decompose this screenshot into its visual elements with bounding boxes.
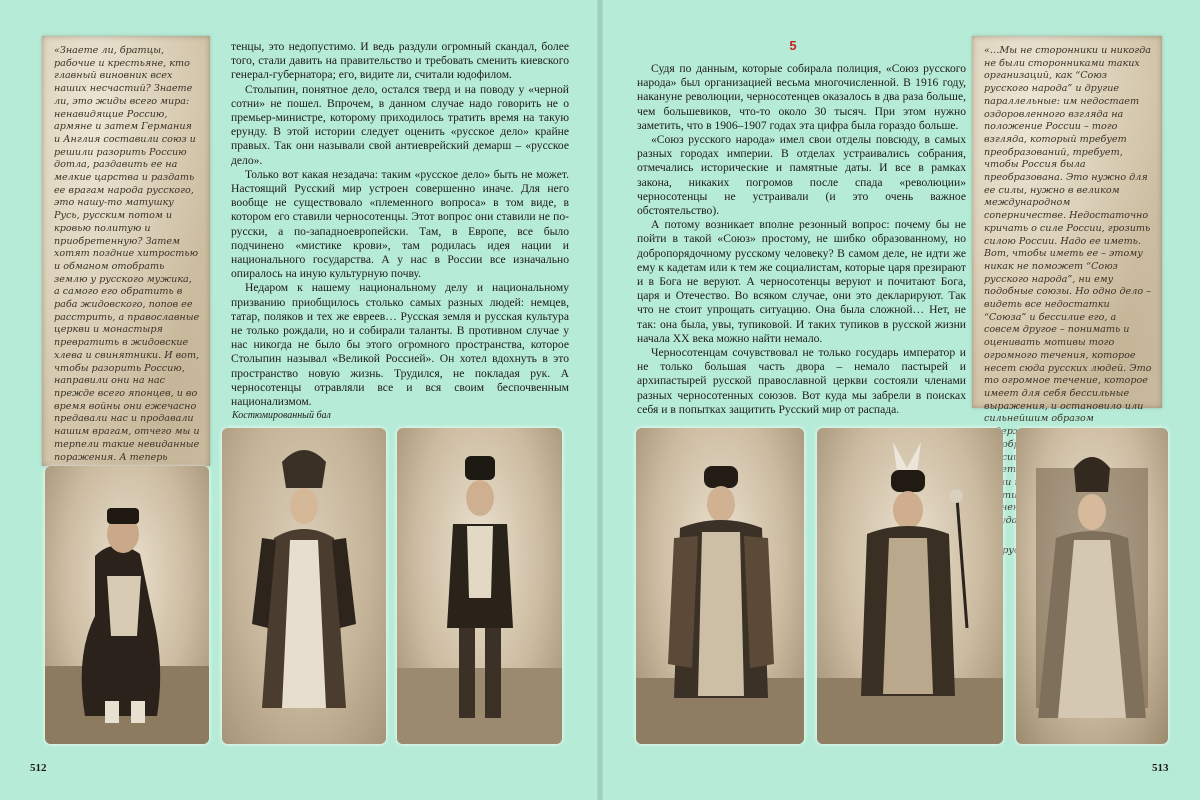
quote-box-right <box>972 36 1162 556</box>
costume-photo-6 <box>1016 428 1168 744</box>
paragraph: Недаром к нашему национальному делу и национальному призванию приобщилось столько самых разных людей: немцев, татар, поляков и тех же евреев… Русская земля и русская культура не только рождали, но и собирали таланты. В противном случае у нас никогда не было бы этого огромного пространства, которое Столыпин называл «Великой Россией». Он хотел вдохнуть в это пространство новую жизнь. Трудился, не покладая рук. А черносотенцы отравляли все и вся своим беспочвенным национализмом. <box>231 281 569 409</box>
paragraph: Столыпин, понятное дело, остался тверд и на поводу у «черной сотни» не пошел. Впрочем, в данном случае надо говорить не о премьер-министре, которому приходилось тратить время на такую ерунду. В этой истории следует оценить «русское дело» крайне правых. Так они называли свой антиеврейский демарш – «русское дело». <box>231 82 569 167</box>
quote-left-text: «Знаете ли, братцы, рабочие и крестьяне, кто главный виновник всех наших несчастий? Знаете ли, это жиды всего мира: ненавидящие Россию, армяне и затем Германия и Англия составили союз и решили разорить Россию дотла, раздавить ее на мелкие царства и раздать ее врагам народа русского, это нашу-то матушку Русь, русским потом и кровью политую и приобретенную? Затем хотят поздние хитростью и обманом отобрать землю у русского мужика, а самого его обратить в раба жидовского, попов ее расстрить, а православные церкви и монастыря превратить в жидовские хлева и свинятники. И вот, чтобы разорить Россию, направили они на нас прежде всего японцев, и во время войны они ежечасно предавали нас и продавали нашим врагам, отчего мы и терпели такие невиданные поражения. А теперь <box>54 45 200 463</box>
page-number-right: 513 <box>1152 762 1169 774</box>
costume-photo-2 <box>222 428 386 744</box>
quote-right-title: «Трудные <box>990 544 1040 556</box>
paragraph: «Союз русского народа» имел свои отделы повсюду, в самых разных городах империи. В отделах устраивались собрания, отмечались исторические и памятные даты. И все в рамках закона, никаких погромов после спада «революции» черносотенцы не устраивали (и это очень важное обстоятельство). <box>637 133 966 218</box>
seated-woman-silhouette <box>1016 428 1168 744</box>
chapter-number: 5 <box>789 38 797 53</box>
costume-photo-4 <box>636 428 804 744</box>
paragraph: Черносотенцам сочувствовал не только государь император и не только большая часть двора – немало пастырей и архипастырей русской православной церкви состояли членами разных черносотенных союзов. Вот куда мы забрели в поисках себя и в попытках защитить Русский мир от распада. <box>637 346 966 416</box>
text-column-left <box>231 40 569 409</box>
paragraph: А потому возникает вполне резонный вопрос: почему бы не пойти в такой «Союз» простому, не шибко образованному, но добропорядочному русскому человеку? В самом деле, не идти же ему к кадетам или к тем же социалистам, которые царя презирают и в Бога не веруют. А черносотенцы веруют и почитают Бога, царя и Отечество. Во всяком случае, они это декларируют. Так что не стоит упрощать ситуацию. Она была сложной… Нет, не так: она была, увы, тупиковой. И таких тупиков в русской жизни начала XX века можно найти немало. <box>637 218 966 345</box>
quote-box-left <box>42 36 210 466</box>
costume-photo-5 <box>817 428 1003 744</box>
standing-officer-silhouette <box>397 428 562 744</box>
quote-right-text: «…Мы не сторонники и никогда не были сторонниками таких организаций, как “Союз русского народа” и другие параллельные: им недостает оздоровленного взгляда на положение России – того взгляда, который требует преобразований, требует, чтобы Россия была преобразована. Это нужно для ее силы, нужно в великом международном соперничестве. Недостаточно кричать о силе России, грозить силою России. Надо ее иметь. Вот, чтобы иметь ее – этому никак не поможет “Союз русского народа”, ни ему подобные союзы. Но одно дело – видеть все недостатки “Союза” и бессилие его, а совсем другое – понимать и оценивать мотивы того огромного течения, которое несет сюда русских людей. Это то огромное течение, которое имеет для себя бессильные выражения, и остановило или сильнейшим образом России, партии, значение <box>984 45 1152 514</box>
paragraph: тенцы, это недопустимо. И ведь раздули огромный скандал, более того, стали давить на правительство и требовать сменить киевского генерал-губернатора; его, видите ли, считали юдофилом. <box>231 40 569 82</box>
costume-photo-3 <box>397 428 562 744</box>
book-gutter <box>597 0 603 800</box>
man-with-scepter-silhouette <box>817 428 1003 744</box>
costume-photo-1 <box>45 466 209 744</box>
text-column-right <box>637 62 966 417</box>
woman-in-kokoshnik-silhouette <box>222 428 386 744</box>
page-number-left: 512 <box>30 762 47 774</box>
seated-man-silhouette <box>45 466 209 744</box>
paragraph: Только вот какая незадача: таким «русское дело» быть не может. Настоящий Русский мир устроен совершенно иначе. Для него вообще не существовало «племенного вопроса» в том виде, в котором его ставили черносотенцы. Этот вопрос они ставили не по-русски, а по-западноевропейски. Там, в Европе, все было подчинено «мистике крови», там родилась идея нации и национального государства. А у нас в России все изначально опиралось на иную культурную почву. <box>231 167 569 281</box>
photo-caption: Костюмированный бал <box>232 410 331 421</box>
paragraph: Судя по данным, которые собирала полиция, «Союз русского народа» был организацией весьма многочисленной. В 1916 году, накануне революции, черносотенцев оказалось в два раза больше, чем большевиков, что-то около 30 тысяч. При этом нужно заметить, что в 1906–1907 годах эта цифра была гораздо больше. <box>637 62 966 132</box>
boyar-costume-silhouette <box>636 428 804 744</box>
